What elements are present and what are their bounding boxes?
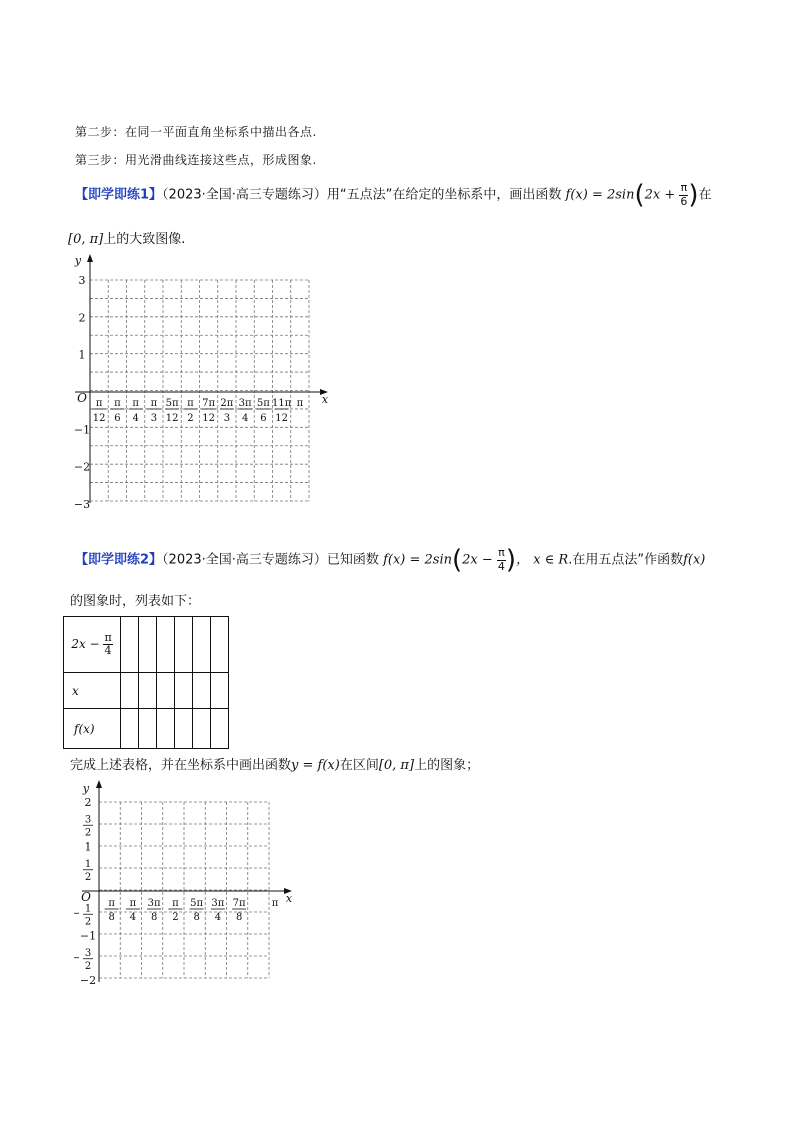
y-tick-label: 1 (84, 840, 92, 854)
table-header-cell (64, 709, 121, 749)
exercise-1-line2 (68, 228, 185, 247)
exercise-2-text: 已知函数 (326, 552, 379, 568)
exercise-1-source: （2023·全国·高三专题练习） (162, 187, 327, 203)
y-tick-label: 1 (78, 348, 86, 362)
table-cell[interactable] (139, 673, 157, 709)
exercise-1-text: 用“五点法”在给定的坐标系中，画出函数 (326, 187, 562, 203)
y-tick-den: 2 (84, 827, 92, 839)
x-tick-num: 7π (232, 898, 246, 909)
table-row1-frac-den: 4 (104, 644, 112, 657)
x-tick-den: 8 (193, 912, 200, 923)
table-row (64, 709, 229, 749)
exercise-2-task-text-c: 上的图象； (414, 758, 480, 773)
y-axis-arrow (87, 254, 93, 262)
grid-1-lines (90, 280, 309, 501)
table-cell[interactable] (193, 673, 211, 709)
origin-label: O (77, 391, 87, 405)
x-tick-num: 11π (271, 398, 292, 409)
exercise-1-frac-num: π (680, 181, 688, 195)
table-cell[interactable] (157, 673, 175, 709)
x-tick-den: 12 (92, 413, 106, 424)
y-tick-den: 2 (84, 871, 92, 883)
exercise-2-domain: ， x ∈ R (516, 552, 569, 568)
y-tick-label: −3 (73, 498, 91, 508)
table-cell[interactable] (193, 709, 211, 749)
x-tick-den: 3 (150, 413, 158, 424)
table-cell[interactable] (157, 709, 175, 749)
table-cell[interactable] (139, 709, 157, 749)
exercise-2-line2: 的图象时，列表如下： (70, 594, 201, 609)
x-tick-num: 3π (238, 398, 252, 409)
y-tick-label: −1 (79, 929, 97, 943)
x-tick-num: π (172, 898, 179, 909)
exercise-2-frac-den: 4 (497, 559, 505, 573)
y-tick-den: 2 (84, 916, 92, 928)
table-cell[interactable] (121, 673, 139, 709)
x-tick-num: π (271, 898, 279, 909)
exercise-2-task-text: 完成上述表格，并在坐标系中画出函数 (70, 758, 292, 773)
exercise-2-task-interval: [0, π] (378, 758, 415, 773)
exercise-2-source: （2023·全国·高三专题练习） (162, 552, 327, 568)
table-cell[interactable] (193, 617, 211, 673)
x-tick-num: 3π (147, 898, 161, 909)
table-header-cell (64, 617, 121, 673)
x-tick-num: π (150, 398, 158, 409)
exercise-2-func: f(x) = 2sin (383, 552, 452, 568)
y-axis-label: y (82, 782, 90, 795)
x-tick-den: 2 (172, 912, 179, 923)
exercise-2-task-func: y = f(x) (291, 758, 340, 773)
exercise-2-tag: 【即学即练2】 (75, 552, 163, 568)
exercise-1-statement: 【即学即练1】（2023·全国·高三专题练习）用“五点法”在给定的坐标系中，画出函数 f(x) = 2sin(2x + $\frac{\pi}{6}$ )在 (75, 180, 712, 210)
table-row1-label: 2x − (71, 637, 100, 651)
five-point-table (63, 616, 229, 749)
exercise-1-frac-den: 6 (680, 194, 688, 208)
exercise-1-text-c: 上的大致图像. (103, 232, 186, 247)
x-tick-num: π (95, 398, 103, 409)
x-tick-den: 2 (187, 413, 194, 424)
y-tick-num: 1 (84, 858, 92, 870)
x-tick-den: 8 (108, 912, 115, 923)
x-tick-num: π (114, 398, 121, 409)
table-cell[interactable] (211, 673, 229, 709)
x-tick-num: π (108, 898, 115, 909)
x-tick-num: π (296, 398, 304, 409)
coordinate-grid-1 (60, 252, 350, 508)
table-header-cell (64, 673, 121, 709)
exercise-1-interval: [0, π] (68, 232, 104, 247)
x-tick-num: π (187, 398, 194, 409)
table-row3-label: f(x) (74, 721, 95, 736)
x-tick-num: π (132, 398, 139, 409)
y-tick-num: 3 (84, 814, 92, 826)
x-tick-den: 12 (165, 413, 179, 424)
x-tick-den: 12 (202, 413, 215, 424)
coordinate-grid-2 (68, 778, 300, 992)
x-tick-den: 4 (132, 413, 139, 424)
table-cell[interactable] (211, 709, 229, 749)
x-axis-label: x (321, 393, 329, 406)
y-tick-num: 1 (84, 903, 92, 915)
table-cell[interactable] (175, 709, 193, 749)
x-tick-num: 5π (256, 398, 270, 409)
table-cell[interactable] (175, 673, 193, 709)
x-tick-den: 8 (235, 912, 243, 923)
table-cell[interactable] (157, 617, 175, 673)
x-tick-den: 8 (150, 912, 158, 923)
y-tick-den: 2 (84, 960, 92, 972)
table-row (64, 673, 229, 709)
grid-1-axes (75, 254, 328, 503)
exercise-2-statement: 【即学即练2】（2023·全国·高三专题练习）已知函数 f(x) = 2sin(2x − $\frac{\pi}{4}$ )， x ∈ R.在用五点法”作函数f(x) (75, 545, 706, 575)
exercise-1-inner: 2x + (644, 187, 676, 203)
table-cell[interactable] (211, 617, 229, 673)
table-row1-frac-num: π (104, 630, 112, 644)
y-tick-label: 3 (78, 274, 86, 287)
exercise-2-frac-num: π (498, 546, 505, 560)
exercise-2-func-f: f(x) (683, 552, 706, 568)
table-cell[interactable] (121, 617, 139, 673)
x-tick-den: 4 (214, 912, 222, 923)
x-tick-num: 2π (220, 398, 234, 409)
x-tick-num: 5π (165, 398, 179, 409)
y-tick-label: −2 (73, 460, 91, 474)
y-tick-label: −2 (79, 974, 97, 987)
table-row2-label: x (72, 683, 79, 698)
table-row (64, 617, 229, 673)
grid-2-axes (79, 780, 292, 982)
y-tick-label: 2 (78, 311, 86, 325)
x-axis-label: x (285, 892, 293, 905)
origin-label: O (81, 890, 91, 904)
exercise-1-func: f(x) = 2sin (565, 187, 635, 203)
x-tick-num: π (129, 898, 137, 909)
x-tick-den: 3 (223, 413, 231, 424)
y-axis-label: y (74, 254, 82, 267)
y-tick-label: −1 (73, 423, 91, 437)
exercise-2-task-text-b: 在区间 (339, 758, 379, 773)
y-tick-num: 3 (84, 947, 92, 959)
table-cell[interactable] (175, 617, 193, 673)
exercise-2-inner: 2x − (462, 552, 493, 568)
y-axis-arrow (96, 780, 102, 788)
step-3-text: 第三步：用光滑曲线连接这些点，形成图象. (75, 153, 317, 167)
exercise-2-text-b: .在用五点法”作函数 (568, 552, 684, 568)
x-tick-den: 4 (241, 413, 249, 424)
table-cell[interactable] (139, 617, 157, 673)
exercise-2-task (70, 754, 479, 773)
step-2-text: 第二步：在同一平面直角坐标系中描出各点. (75, 125, 317, 139)
x-tick-num: 3π (211, 898, 225, 909)
y-tick-label: 2 (84, 796, 92, 809)
x-tick-num: 5π (190, 898, 204, 909)
table-cell[interactable] (121, 709, 139, 749)
exercise-1-text-b: 在 (698, 187, 712, 203)
grid-2-lines (99, 802, 269, 978)
x-tick-den: 12 (275, 413, 288, 424)
x-tick-den: 6 (114, 413, 121, 424)
exercise-1-tag: 【即学即练1】 (75, 187, 163, 203)
x-tick-num: 7π (202, 398, 216, 409)
x-tick-den: 4 (129, 912, 137, 923)
x-tick-den: 6 (260, 413, 267, 424)
